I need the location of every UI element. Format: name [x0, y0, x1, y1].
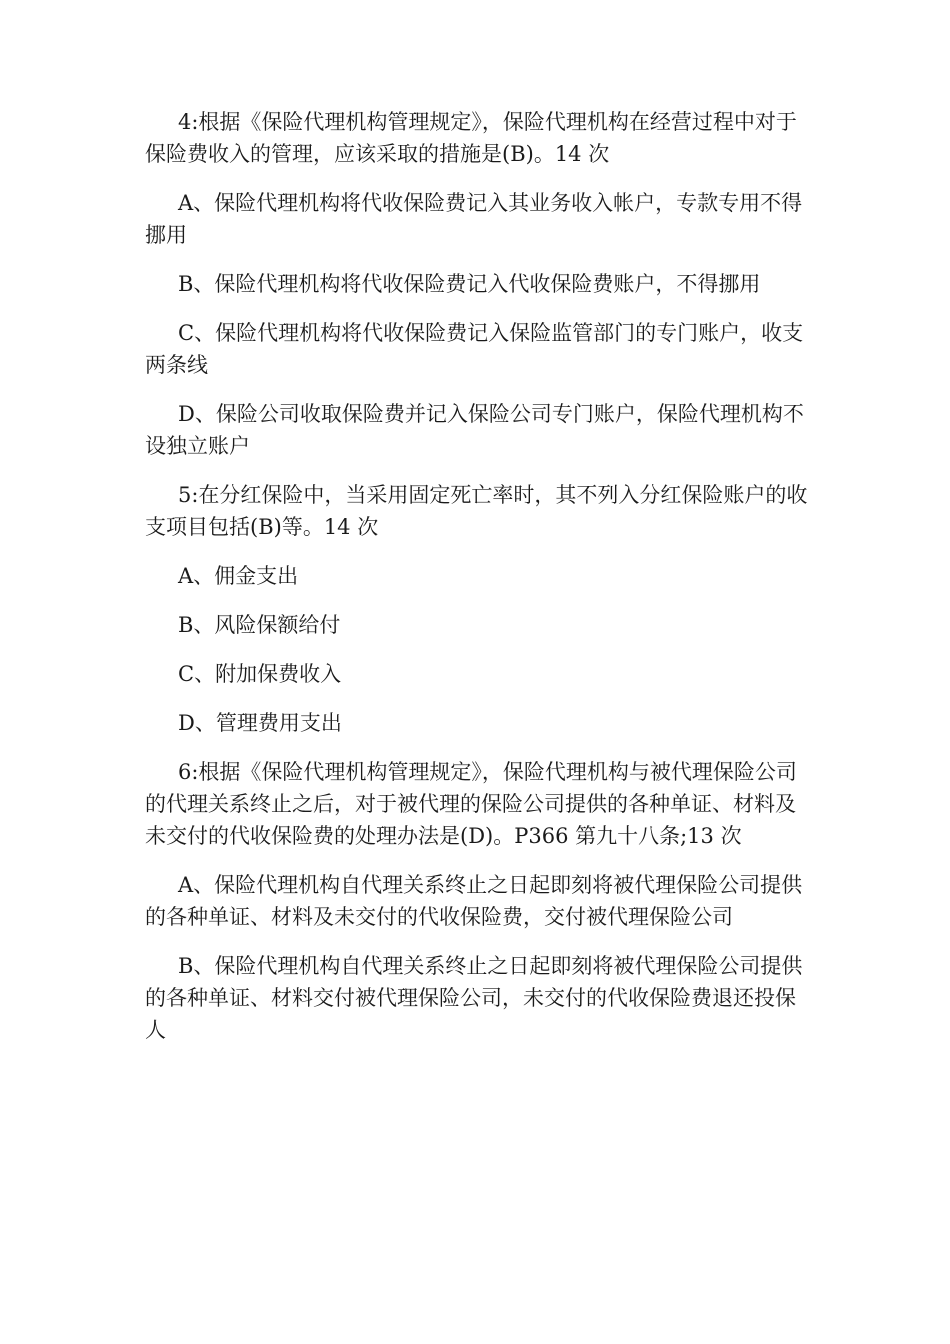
question-4-stem: 4:根据《保险代理机构管理规定》，保险代理机构在经营过程中对于保险费收入的管理，应该采取的措施是(B)。14 次 [145, 110, 797, 166]
question-5-stem: 5:在分红保险中，当采用固定死亡率时，其不列入分红保险账户的收支项目包括(B)等。14 次 [145, 483, 808, 539]
question-4-option-c: C、保险代理机构将代收保险费记入保险监管部门的专门账户，收支两条线 [145, 321, 804, 377]
question-5-option-d: D、管理费用支出 [178, 711, 342, 735]
question-5-option-c: C、附加保费收入 [178, 662, 342, 686]
question-6-option-a: A、保险代理机构自代理关系终止之日起即刻将被代理保险公司提供的各种单证、材料及未交付的代收保险费，交付被代理保险公司 [145, 873, 803, 929]
question-4-option-d: D、保险公司收取保险费并记入保险公司专门账户，保险代理机构不设独立账户 [145, 402, 804, 458]
document-body [145, 106, 810, 1063]
question-5-option-a: A、佣金支出 [178, 564, 299, 588]
question-6-stem: 6:根据《保险代理机构管理规定》，保险代理机构与被代理保险公司的代理关系终止之后，对于被代理的保险公司提供的各种单证、材料及未交付的代收保险费的处理办法是(D)。P366 第九十八条;13 次 [145, 760, 797, 848]
question-6-option-b: B、保险代理机构自代理关系终止之日起即刻将被代理保险公司提供的各种单证、材料交付被代理保险公司，未交付的代收保险费退还投保人 [145, 954, 803, 1042]
question-4-option-b: B、保险代理机构将代收保险费记入代收保险费账户，不得挪用 [178, 272, 761, 296]
question-5-option-b: B、风险保额给付 [178, 613, 341, 637]
question-4-option-a: A、保险代理机构将代收保险费记入其业务收入帐户，专款专用不得挪用 [145, 191, 803, 247]
